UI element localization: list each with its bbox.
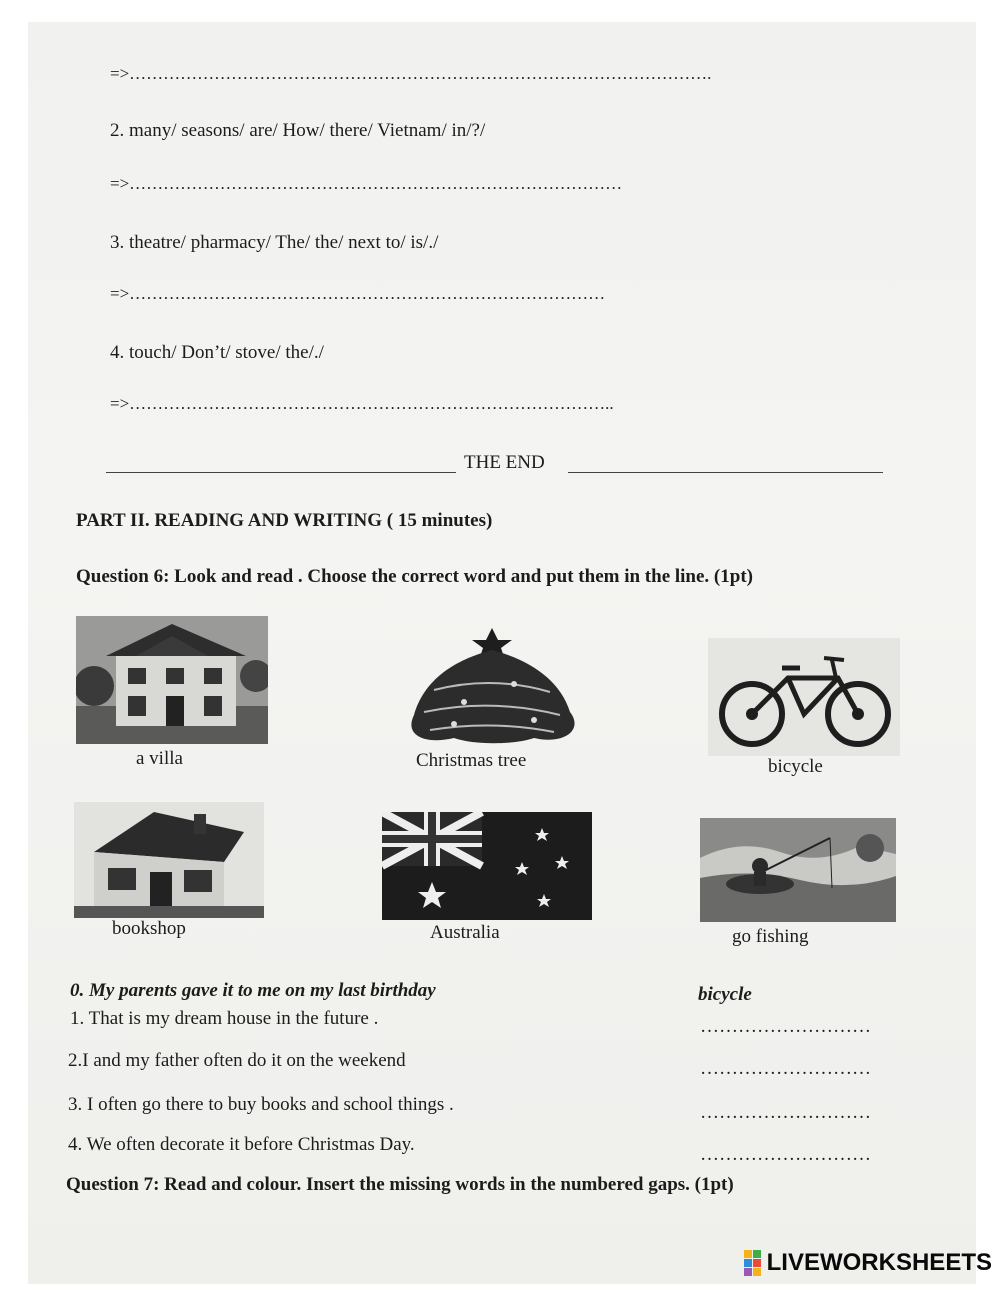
answer-line-3[interactable]: =>…………………………………………………………………………: [110, 284, 606, 303]
question-7-title: Question 7: Read and colour. Insert the missing words in the numbered gaps. (1pt): [66, 1174, 734, 1195]
fishing-icon: [700, 818, 896, 922]
answer-field-1[interactable]: ………………………: [700, 1016, 871, 1037]
rearrange-item-4: 4. touch/ Don’t/ stove/ the/./: [110, 342, 324, 363]
rearrange-item-2: 2. many/ seasons/ are/ How/ there/ Vietnam/ in/?/: [110, 120, 486, 141]
example-answer: bicycle: [698, 984, 752, 1005]
worksheet-page: [28, 22, 976, 1284]
divider-left: [106, 472, 456, 473]
logo-square: [753, 1250, 761, 1258]
sentence-4: 4. We often decorate it before Christmas Day.: [68, 1134, 415, 1155]
caption-bookshop: bookshop: [112, 918, 186, 939]
bicycle-icon: [708, 638, 900, 756]
logo-square: [753, 1259, 761, 1267]
example-sentence: 0. My parents gave it to me on my last birthday: [70, 980, 436, 1001]
logo-square: [744, 1250, 752, 1258]
villa-icon: [76, 616, 268, 744]
sentence-1: 1. That is my dream house in the future .: [70, 1008, 379, 1029]
part2-title: PART II. READING AND WRITING ( 15 minutes): [76, 510, 493, 531]
liveworksheets-logo[interactable]: [744, 1249, 992, 1277]
logo-square: [744, 1259, 752, 1267]
liveworksheets-logo-icon: [744, 1250, 761, 1276]
rearrange-item-3: 3. theatre/ pharmacy/ The/ the/ next to/ is/./: [110, 232, 439, 253]
logo-square: [753, 1268, 761, 1276]
logo-text: LIVEWORKSHEETS: [766, 1249, 992, 1276]
bookshop-icon: [74, 802, 264, 918]
caption-bicycle: bicycle: [768, 756, 823, 777]
answer-line-2[interactable]: =>……………………………………………………………………………: [110, 174, 623, 193]
question-6-title: Question 6: Look and read . Choose the correct word and put them in the line. (1pt): [76, 566, 753, 587]
caption-christmas-tree: Christmas tree: [416, 750, 527, 771]
caption-villa: a villa: [136, 748, 183, 769]
caption-australia: Australia: [430, 922, 500, 943]
christmas-tree-icon: [394, 620, 590, 750]
sentence-3: 3. I often go there to buy books and school things .: [68, 1094, 454, 1115]
answer-line-1[interactable]: =>………………………………………………………………………………………….: [110, 64, 712, 83]
answer-field-3[interactable]: ………………………: [700, 1102, 871, 1123]
answer-field-2[interactable]: ………………………: [700, 1058, 871, 1079]
answer-line-4[interactable]: =>…………………………………………………………………………..: [110, 394, 614, 413]
caption-go-fishing: go fishing: [732, 926, 809, 947]
divider-right: [568, 472, 883, 473]
sentence-2: 2.I and my father often do it on the weekend: [68, 1050, 406, 1071]
the-end-label: THE END: [464, 452, 545, 473]
answer-field-4[interactable]: ………………………: [700, 1144, 871, 1165]
logo-square: [744, 1268, 752, 1276]
australia-flag-icon: [382, 812, 592, 920]
